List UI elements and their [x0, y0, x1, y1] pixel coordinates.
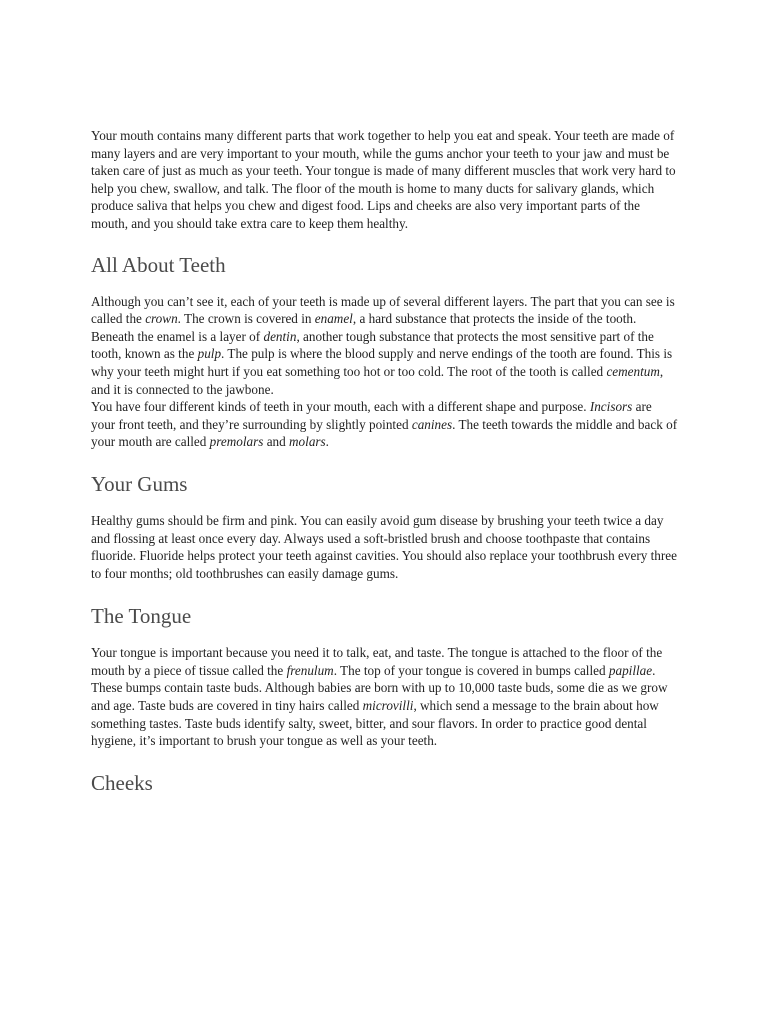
- section-heading-teeth: All About Teeth: [91, 252, 226, 277]
- gums-paragraph: Healthy gums should be firm and pink. You can easily avoid gum disease by brushing your teeth twice a day and flossing at least once every day. Always used a soft-bristled brush and choose toothpaste that contains fluoride. Fluoride helps protect your teeth against cavities. You should also replace your toothbrush every three to four months; old toothbrushes can easily damage gums.: [91, 512, 677, 581]
- document-body: [91, 127, 679, 796]
- italic-term: microvilli: [362, 698, 414, 714]
- italic-term: cementum: [606, 363, 660, 379]
- italic-term: molars: [289, 434, 326, 450]
- teeth-paragraph-layers: Although you can’t see it, each of your teeth is made up of several different layers. The part that you can see is called the crown. The crown is covered in enamel, a hard substance that protects the inside of the tooth. Beneath the enamel is a layer of dentin, another tough substance that protects the most sensitive part of the tooth, known as the pulp. The pulp is where the blood supply and nerve endings of the tooth are found. This is why your teeth might hurt if you eat something too hot or too cold. The root of the tooth is called cementum, and it is connected to the jawbone.: [91, 293, 675, 397]
- italic-term: enamel: [314, 311, 353, 327]
- section-heading-cheeks: Cheeks: [91, 770, 153, 795]
- section-heading-gums: Your Gums: [91, 471, 188, 496]
- italic-term: crown: [145, 311, 178, 327]
- tongue-paragraph: Your tongue is important because you need it to talk, eat, and taste. The tongue is attached to the floor of the mouth by a piece of tissue called the frenulum. The top of your tongue is covered in bumps called papillae. These bumps contain taste buds. Although babies are born with up to 10,000 taste buds, some die as we grow and age. Taste buds are covered in tiny hairs called microvilli, which send a message to the brain about how something tastes. Taste buds identify salty, sweet, bitter, and sour flavors. In order to practice good dental hygiene, it’s important to brush your tongue as well as your teeth.: [91, 645, 668, 749]
- teeth-paragraph-kinds: You have four different kinds of teeth in your mouth, each with a different shape and purpose. Incisors are your front teeth, and they’re surrounding by slightly pointed canines. The teeth towards the middle and back of your mouth are called premolars and molars.: [91, 399, 678, 450]
- section-heading-tongue: The Tongue: [91, 604, 192, 629]
- italic-term: frenulum: [286, 662, 334, 678]
- intro-paragraph: Your mouth contains many different parts that work together to help you eat and speak. Your teeth are made of many layers and are very important to your mouth, while the gums anchor your teeth to your jaw and must be taken care of just as much as your teeth. Your tongue is made of many different muscles that work very hard to help you chew, swallow, and talk. The floor of the mouth is home to many ducts for salivary glands, which produce saliva that helps you chew and digest food. Lips and cheeks are also very important parts of the mouth, and you should take extra care to keep them healthy.: [91, 128, 676, 231]
- italic-term: Incisors: [589, 399, 633, 415]
- italic-term: canines: [411, 416, 453, 432]
- italic-term: pulp: [197, 346, 222, 362]
- italic-term: papillae: [608, 662, 653, 678]
- italic-term: dentin: [263, 328, 297, 344]
- italic-term: premolars: [209, 434, 264, 450]
